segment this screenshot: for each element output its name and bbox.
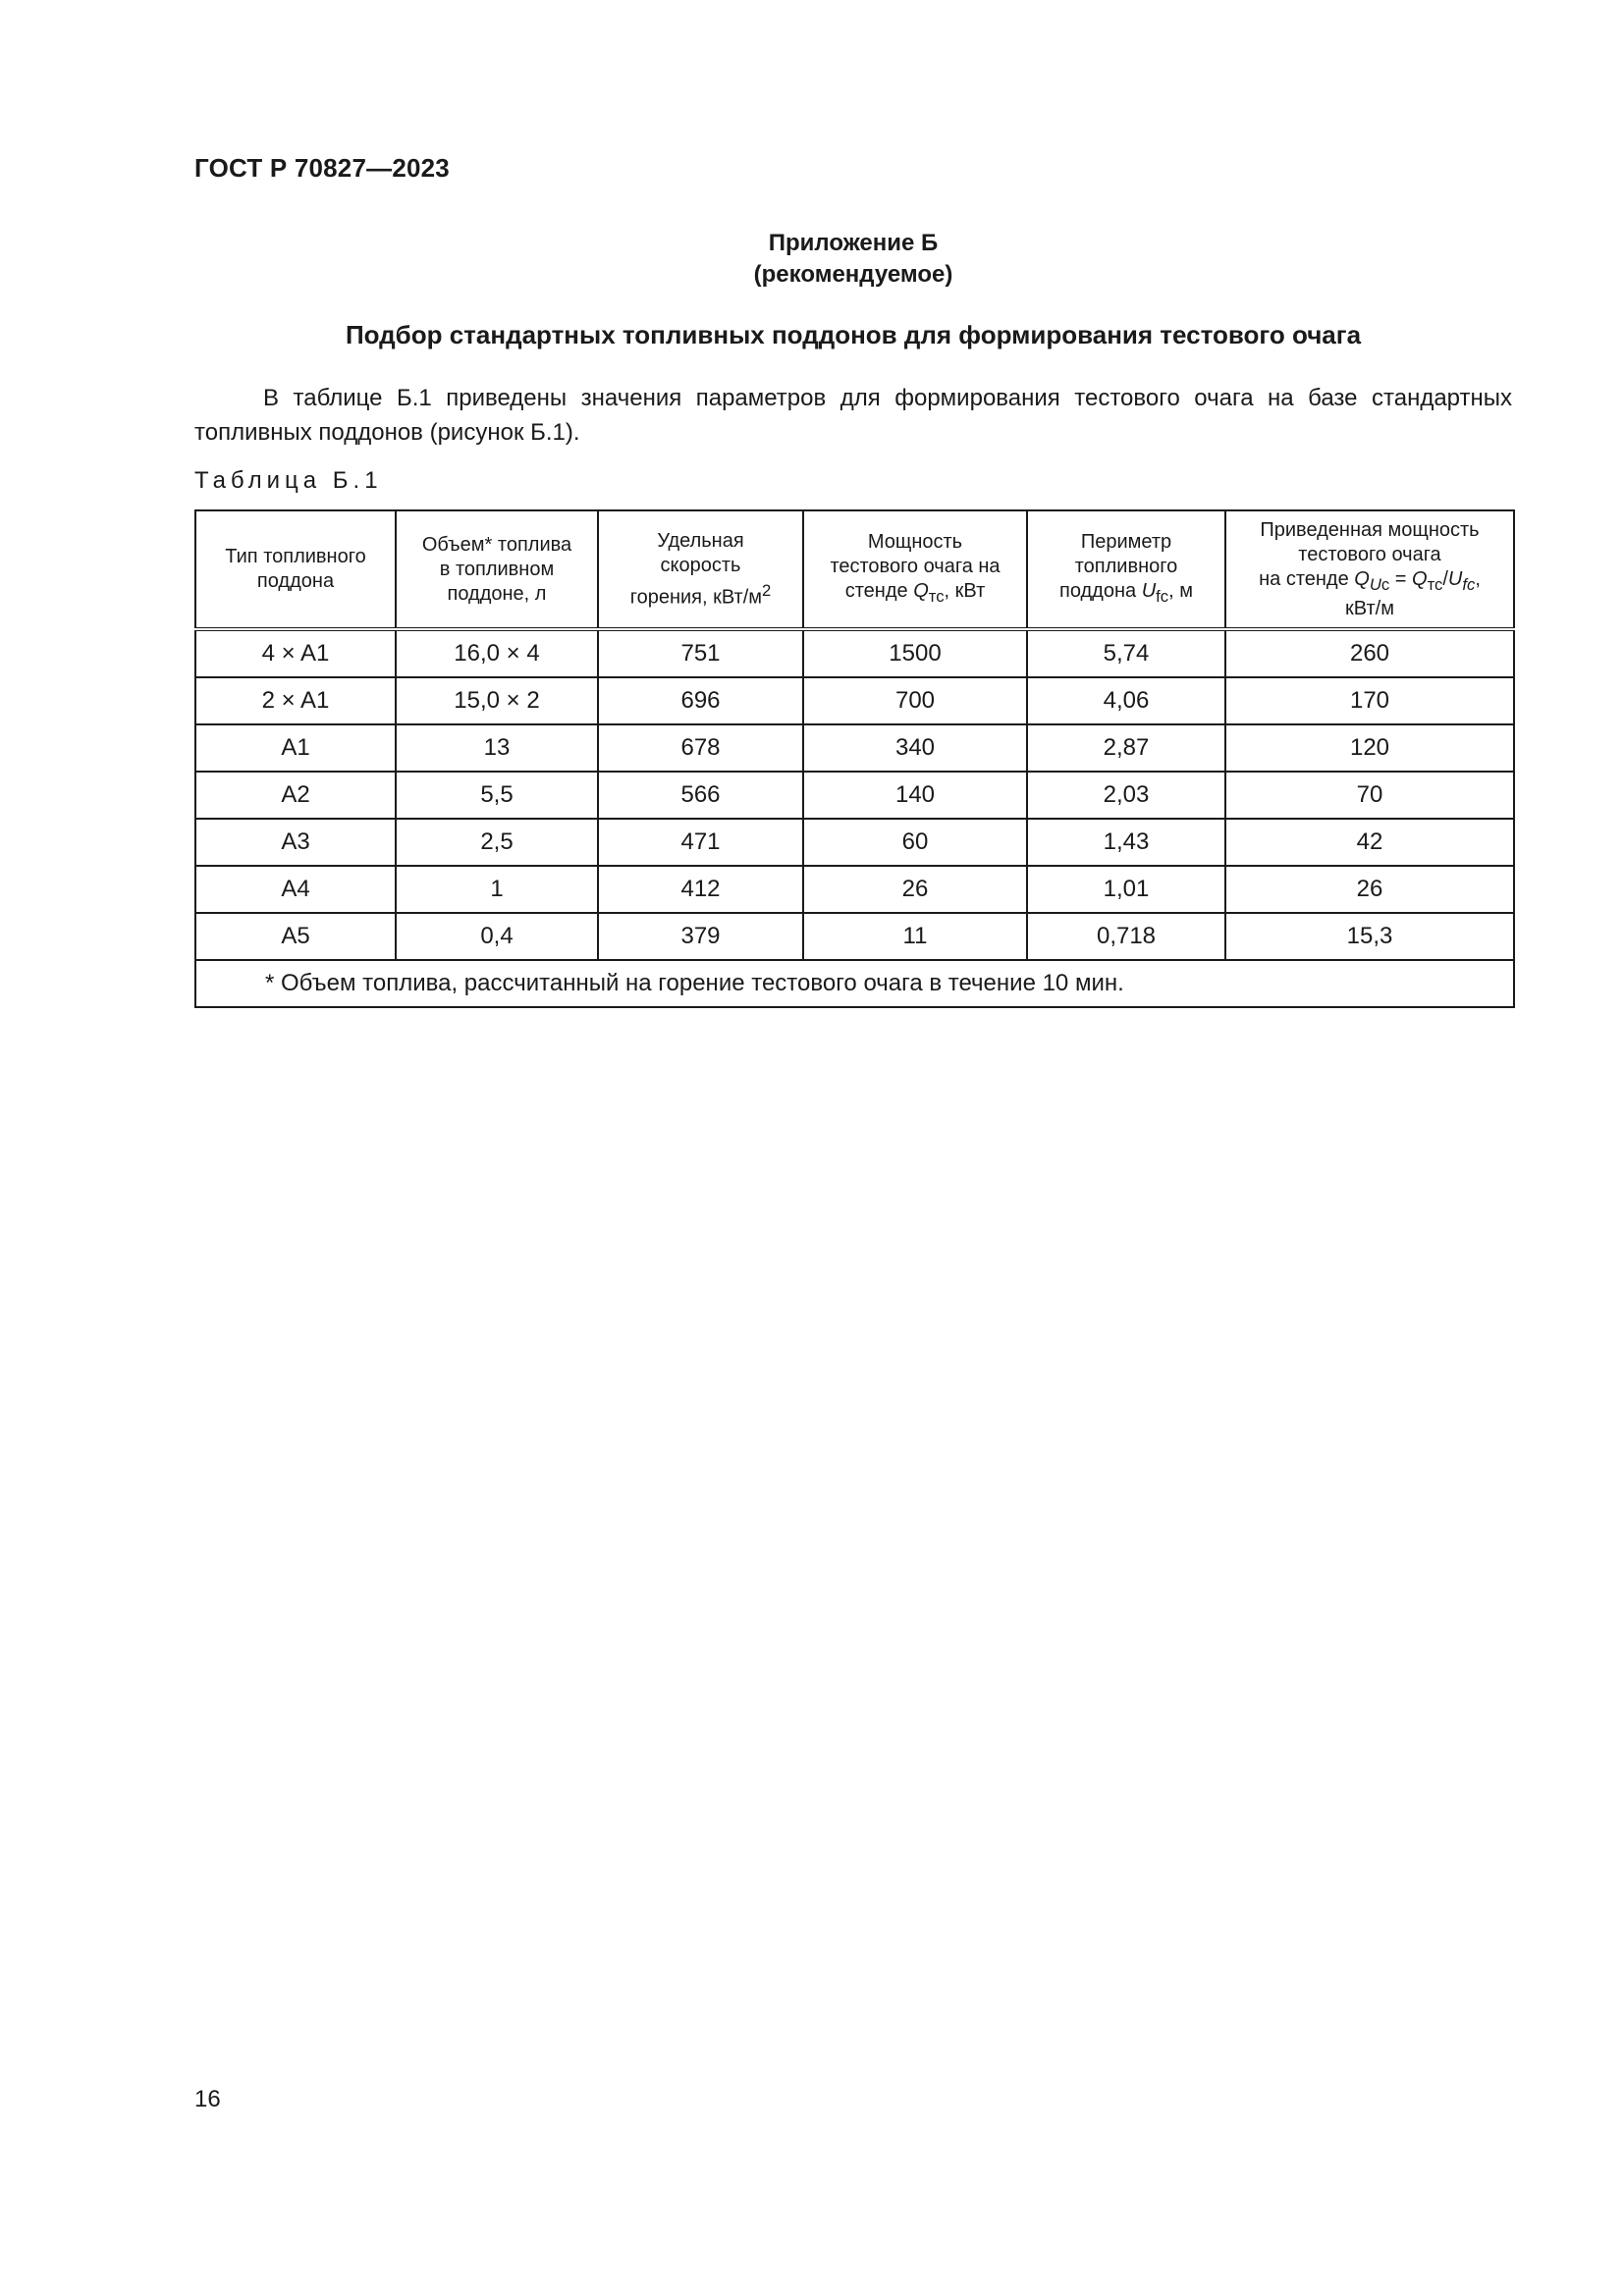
- cell-pallet-perimeter: 0,718: [1027, 913, 1225, 960]
- intro-paragraph: В таблице Б.1 приведены значения параметров для формирования тестового очага на базе стандартных топливных поддонов (рисунок Б.1).: [194, 385, 1512, 446]
- cell-reduced-power: 120: [1225, 724, 1514, 772]
- cell-burn-rate: 566: [598, 772, 803, 819]
- section-title: Подбор стандартных топливных поддонов для формирования тестового очага: [345, 320, 1362, 349]
- cell-fire-power: 700: [803, 677, 1027, 724]
- reduced-power-formula: на стенде $Q_{Uc} = Q_{тс}/U_{fc}$,: [1259, 567, 1481, 594]
- cell-pallet-type: 2 × A1: [195, 677, 396, 724]
- cell-pallet-type: A5: [195, 913, 396, 960]
- cell-pallet-perimeter: 5,74: [1027, 629, 1225, 677]
- cell-burn-rate: 412: [598, 866, 803, 913]
- appendix-title: Приложение Б: [768, 230, 939, 256]
- cell-fuel-volume: 2,5: [396, 819, 598, 866]
- cell-fuel-volume: 13: [396, 724, 598, 772]
- table-caption: Таблица Б.1: [194, 467, 383, 494]
- cell-pallet-type: 4 × A1: [195, 629, 396, 677]
- table-row: [195, 629, 1514, 677]
- table-row: [195, 772, 1514, 819]
- cell-fire-power: 26: [803, 866, 1027, 913]
- appendix-status: (рекомендуемое): [753, 261, 953, 288]
- cell-pallet-type: A1: [195, 724, 396, 772]
- cell-fire-power: 340: [803, 724, 1027, 772]
- cell-pallet-perimeter: 1,43: [1027, 819, 1225, 866]
- cell-fuel-volume: 16,0 × 4: [396, 629, 598, 677]
- cell-burn-rate: 751: [598, 629, 803, 677]
- cell-fuel-volume: 15,0 × 2: [396, 677, 598, 724]
- header-fuel-volume: Объем* топлива в топливном поддоне, л: [396, 510, 598, 629]
- table-row: [195, 724, 1514, 772]
- pallet-parameters-table: [194, 509, 1515, 1008]
- header-pallet-type: Тип топливного поддона: [195, 510, 396, 629]
- cell-reduced-power: 70: [1225, 772, 1514, 819]
- cell-pallet-type: A2: [195, 772, 396, 819]
- table-row: [195, 866, 1514, 913]
- cell-fire-power: 1500: [803, 629, 1027, 677]
- header-burn-rate: Удельная скорость горения, кВт/$м^2$: [598, 510, 803, 629]
- cell-fire-power: 11: [803, 913, 1027, 960]
- table-header-row: [195, 510, 1514, 629]
- cell-pallet-perimeter: 1,01: [1027, 866, 1225, 913]
- cell-fuel-volume: 1: [396, 866, 598, 913]
- cell-reduced-power: 42: [1225, 819, 1514, 866]
- cell-fire-power: 60: [803, 819, 1027, 866]
- cell-fire-power: 140: [803, 772, 1027, 819]
- cell-burn-rate: 678: [598, 724, 803, 772]
- cell-fuel-volume: 5,5: [396, 772, 598, 819]
- table-row: [195, 913, 1514, 960]
- cell-reduced-power: 170: [1225, 677, 1514, 724]
- cell-pallet-perimeter: 2,03: [1027, 772, 1225, 819]
- header-pallet-perimeter: Периметр топливного поддона $U_{fc}$, м: [1027, 510, 1225, 629]
- cell-burn-rate: 471: [598, 819, 803, 866]
- document-code: ГОСТ Р 70827—2023: [194, 153, 450, 183]
- cell-pallet-perimeter: 4,06: [1027, 677, 1225, 724]
- table-row: [195, 819, 1514, 866]
- cell-reduced-power: 260: [1225, 629, 1514, 677]
- cell-pallet-perimeter: 2,87: [1027, 724, 1225, 772]
- cell-pallet-type: A4: [195, 866, 396, 913]
- table-row: [195, 677, 1514, 724]
- cell-reduced-power: 15,3: [1225, 913, 1514, 960]
- cell-reduced-power: 26: [1225, 866, 1514, 913]
- page-number: 16: [194, 2086, 221, 2112]
- cell-burn-rate: 379: [598, 913, 803, 960]
- header-reduced-power: Приведенная мощность тестового очага на стенде $Q_{Uc} = Q_{тс}/U_{fc}$, кВт/м: [1225, 510, 1514, 629]
- table-footnote-row: [195, 960, 1514, 1007]
- cell-burn-rate: 696: [598, 677, 803, 724]
- appendix-heading: [194, 228, 1512, 291]
- table-footnote: * Объем топлива, рассчитанный на горение тестового очага в течение 10 мин.: [195, 960, 1514, 1007]
- cell-pallet-type: A3: [195, 819, 396, 866]
- cell-fuel-volume: 0,4: [396, 913, 598, 960]
- header-fire-power: Мощность тестового очага на стенде $Q_{тс}$, кВт: [803, 510, 1027, 629]
